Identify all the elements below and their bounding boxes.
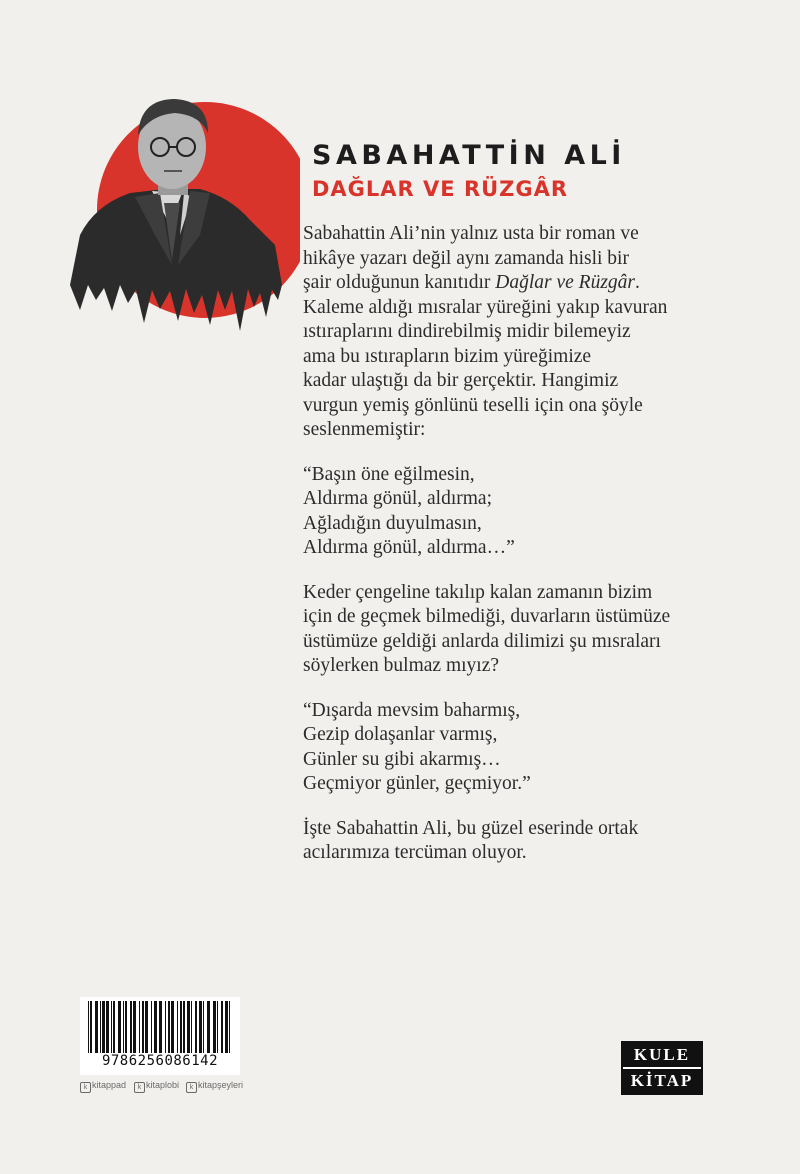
text-line: Sabahattin Ali’nin yalnız usta bir roman ve bbox=[303, 223, 639, 244]
barcode-bar bbox=[118, 1001, 121, 1053]
poem-line: Geçmiyor günler, geçmiyor.” bbox=[303, 773, 531, 794]
barcode-bar bbox=[154, 1001, 157, 1053]
barcode-bar bbox=[229, 1001, 230, 1053]
barcode-bar bbox=[123, 1001, 124, 1053]
barcode-bar bbox=[151, 1001, 152, 1053]
isbn-number: 9786256086142 bbox=[101, 1053, 219, 1069]
text-line: şair olduğunun kanıtıdır Dağlar ve Rüzgâr. bbox=[303, 272, 640, 293]
barcode-bar bbox=[207, 1001, 210, 1053]
barcode-bar bbox=[159, 1001, 162, 1053]
barcode-bar bbox=[102, 1001, 105, 1053]
text-line: acılarımıza tercüman oluyor. bbox=[303, 842, 527, 863]
retailer-logo: k kitaplobi bbox=[134, 1080, 179, 1093]
text-line: ama bu ıstırapların bizim yüreğimize bbox=[303, 345, 592, 367]
barcode-bar bbox=[187, 1001, 190, 1053]
retailer-logo: k kitapşeyleri bbox=[186, 1080, 243, 1093]
text-line: ıstıraplarını dindirebilmiş midir bilemeyiz bbox=[303, 321, 631, 342]
text-line: için de geçmek bilmediği, duvarların üstümüze bbox=[303, 606, 671, 627]
barcode-bar bbox=[221, 1001, 223, 1053]
poem-line: Aldırma gönül, aldırma; bbox=[303, 488, 493, 509]
text-line: seslenmemiştir: bbox=[303, 419, 426, 440]
text-line: İşte Sabahattin Ali, bu güzel eserinde ortak bbox=[303, 817, 639, 839]
barcode-bar bbox=[213, 1001, 216, 1053]
text-line: Kaleme aldığı mısralar yüreğini yakıp kavuran bbox=[303, 296, 668, 318]
barcode-bar bbox=[106, 1001, 109, 1053]
barcode-bar bbox=[180, 1001, 182, 1053]
publisher-name-line2: KİTAP bbox=[630, 1071, 694, 1090]
barcode-bar bbox=[125, 1001, 127, 1053]
barcode-bar bbox=[133, 1001, 136, 1053]
poem-line: Gezip dolaşanlar varmış, bbox=[303, 724, 498, 745]
paragraph-middle bbox=[303, 581, 723, 679]
poem-line: “Dışarda mevsim baharmış, bbox=[303, 699, 521, 721]
barcode-bar bbox=[168, 1001, 170, 1053]
barcode-bar bbox=[88, 1001, 89, 1053]
poem-line: Ağladığın duyulmasın, bbox=[303, 512, 482, 534]
text-line: söylerken bulmaz mıyız? bbox=[303, 655, 500, 676]
publisher-logo bbox=[621, 1041, 703, 1095]
barcode-bar bbox=[165, 1001, 166, 1053]
barcode-bar bbox=[139, 1001, 140, 1053]
text-line: üstümüze geldiği anlarda dilimizi şu mısraları bbox=[303, 630, 661, 652]
text-line: Keder çengeline takılıp kalan zamanın bizim bbox=[303, 581, 653, 603]
author-portrait bbox=[60, 85, 300, 345]
barcode-bar bbox=[142, 1001, 144, 1053]
poem-quote-2 bbox=[303, 699, 723, 797]
text-line: vurgun yemiş gönlünü teselli için ona şöyle bbox=[303, 394, 643, 416]
italic-book-title: Dağlar ve Rüzgâr bbox=[495, 272, 636, 293]
barcode-bars bbox=[86, 1001, 234, 1053]
barcode-bar bbox=[171, 1001, 174, 1053]
barcode-bar bbox=[111, 1001, 112, 1053]
poem-line: Aldırma gönül, aldırma…” bbox=[303, 537, 515, 558]
poem-quote-1 bbox=[303, 463, 723, 561]
publisher-name-line1: KULE bbox=[623, 1043, 701, 1069]
barcode-bar bbox=[191, 1001, 192, 1053]
barcode-bar bbox=[113, 1001, 115, 1053]
barcode-bar bbox=[90, 1001, 92, 1053]
barcode-bar bbox=[217, 1001, 218, 1053]
retailer-logos bbox=[80, 1080, 250, 1096]
barcode-bar bbox=[177, 1001, 178, 1053]
text-line: hikâye yazarı değil aynı zamanda hisli bir bbox=[303, 247, 629, 269]
paragraph-intro bbox=[303, 222, 723, 443]
barcode-bar bbox=[225, 1001, 228, 1053]
poem-line: “Başın öne eğilmesin, bbox=[303, 463, 475, 485]
barcode-bar bbox=[100, 1001, 101, 1053]
barcode-bar bbox=[195, 1001, 197, 1053]
paragraph-closing bbox=[303, 817, 723, 866]
portrait-illustration bbox=[60, 85, 300, 345]
barcode-bar bbox=[183, 1001, 185, 1053]
text-line: kadar ulaştığı da bir gerçektir. Hangimiz bbox=[303, 370, 619, 391]
retailer-logo: k kitappad bbox=[80, 1080, 126, 1093]
author-name: SABAHATTİN ALİ bbox=[312, 140, 626, 171]
book-title: DAĞLAR VE RÜZGÂR bbox=[312, 177, 569, 201]
barcode-bar bbox=[130, 1001, 132, 1053]
barcode-bar bbox=[145, 1001, 148, 1053]
barcode-bar bbox=[95, 1001, 98, 1053]
barcode-bar bbox=[199, 1001, 202, 1053]
barcode-bar bbox=[203, 1001, 204, 1053]
poem-line: Günler su gibi akarmış… bbox=[303, 748, 501, 770]
back-cover-blurb bbox=[303, 222, 723, 886]
isbn-barcode bbox=[80, 997, 240, 1075]
